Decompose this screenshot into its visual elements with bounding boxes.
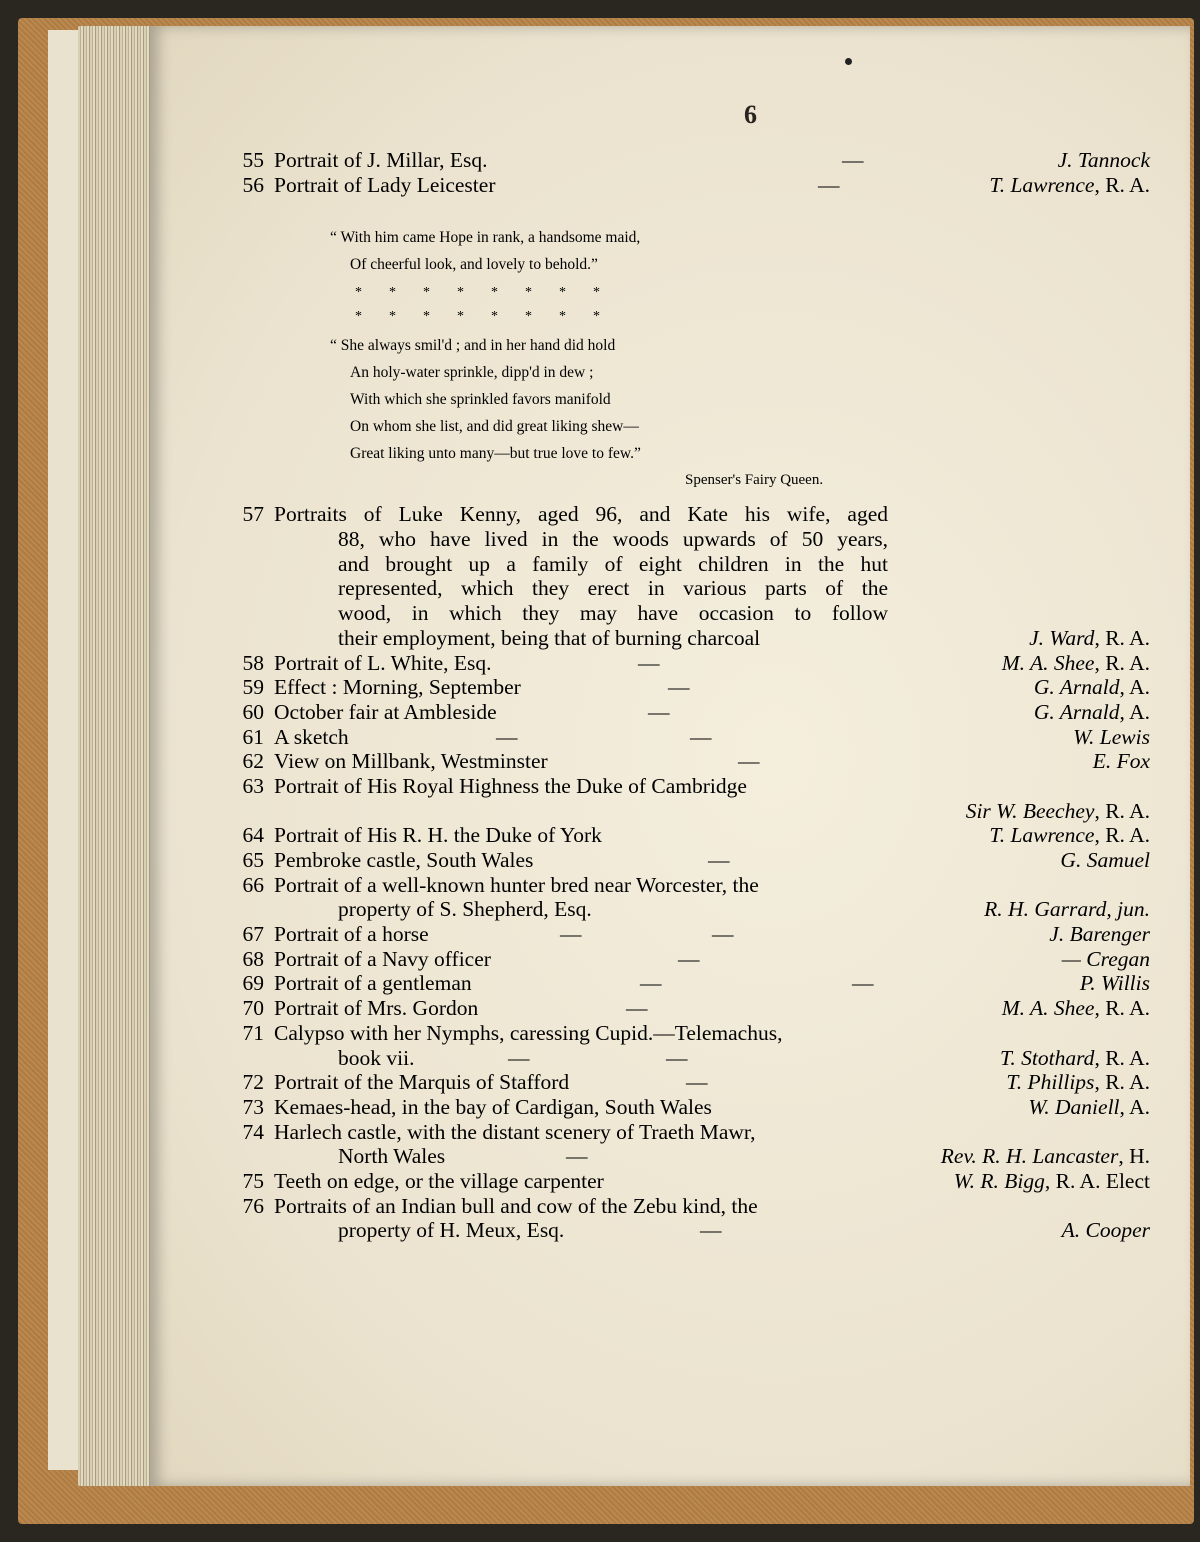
catalogue-entry: 75 Teeth on edge, or the village carpenter W. R. Bigg, R. A. Elect [242,1168,1150,1193]
catalogue-entry: 74 Harlech castle, with the distant scenery of Traeth Mawr, [242,1119,756,1144]
page-edges [78,26,158,1486]
catalogue-entry: 67 Portrait of a horse — — J. Barenger [242,922,1150,947]
catalogue-entry-line: book vii. — — T. Stothard, R. A. [338,1045,1150,1070]
catalogue-entry-line: 88, who have lived in the woods upwards of 50 years, [338,527,888,552]
catalogue-entry-line: and brought up a family of eight children in the hut [338,551,888,576]
page-number: 6 [744,100,757,129]
catalogue-entry: 69 Portrait of a gentleman — — P. Willis [242,971,1150,996]
catalogue-entry-line: wood, in which they may have occasion to follow [338,601,888,626]
catalogue-entry: 59 Effect : Morning, September — G. Arnald, A. [242,675,1150,700]
catalogue-entry: 70 Portrait of Mrs. Gordon — M. A. Shee, R. A. [242,996,1150,1021]
catalogue-entry: 73 Kemaes-head, in the bay of Cardigan, South Wales W. Daniell, A. [242,1094,1150,1119]
catalogue-entry: 60 October fair at Ambleside — G. Arnald, A. [242,699,1150,724]
catalogue-entry: 61 A sketch — — W. Lewis [242,724,1150,749]
catalogue-entry: 76 Portraits of an Indian bull and cow of the Zebu kind, the [242,1193,758,1218]
catalogue-entry: 72 Portrait of the Marquis of Stafford — T. Phillips, R. A. [242,1070,1150,1095]
ellipsis-stars: * * * * * * * * [355,309,600,325]
catalogue-entry: 56 Portrait of Lady Leicester — T. Lawrence, R. A. [242,172,1150,197]
catalogue-entry: 58 Portrait of L. White, Esq. — M. A. Shee, R. A. [242,650,1150,675]
catalogue-entry: 66 Portrait of a well-known hunter bred near Worcester, the [242,872,759,897]
catalogue-entry-line: property of S. Shepherd, Esq. R. H. Garrard, jun. [338,897,1150,922]
catalogue-entry-line: North Wales — Rev. R. H. Lancaster, H. [338,1144,1150,1169]
catalogue-entry-line: represented, which they erect in various parts of the [338,576,888,601]
catalogue-entry: 62 View on Millbank, Westminster — E. Fox [242,749,1150,774]
poem-quote: “ With him came Hope in rank, a handsome maid, Of cheerful look, and lovely to behold.” * * * * * * * * * * * * * * * * “ She always smil'd ; and in her hand did hold An holy-water sprinkle, dipp'd in dew ; With which she sprinkled favors manifold On whom she list, and did great liking shew— Great liking unto many—but true love to few.” Spenser's Fairy Queen. [330,229,824,489]
catalogue-entry: 63 Portrait of His Royal Highness the Duke of Cambridge [242,773,747,798]
catalogue-entry-line: their employment, being that of burning charcoal J. Ward, R. A. [338,625,1150,650]
catalogue-entry: 64 Portrait of His R. H. the Duke of York T. Lawrence, R. A. [242,823,1150,848]
catalogue-entry: 71 Calypso with her Nymphs, caressing Cupid.—Telemachus, [242,1020,783,1045]
catalogue-entry-line: Sir W. Beechey, R. A. [965,798,1150,823]
catalogue-entries [230,148,1150,1243]
ink-dot [845,58,852,65]
catalogue-entry: 57 Portraits of Luke Kenny, aged 96, and Kate his wife, aged [242,502,888,527]
quote-citation: Spenser's Fairy Queen. [685,472,824,489]
catalogue-entry: 68 Portrait of a Navy officer — — Cregan [242,946,1150,971]
ellipsis-stars: * * * * * * * * [355,285,600,301]
catalogue-entry: 65 Pembroke castle, South Wales — G. Samuel [242,848,1150,872]
catalogue-entry: 55 Portrait of J. Millar, Esq. — J. Tannock [242,148,1150,172]
catalogue-entry-line: property of H. Meux, Esq. — A. Cooper [338,1218,1150,1243]
